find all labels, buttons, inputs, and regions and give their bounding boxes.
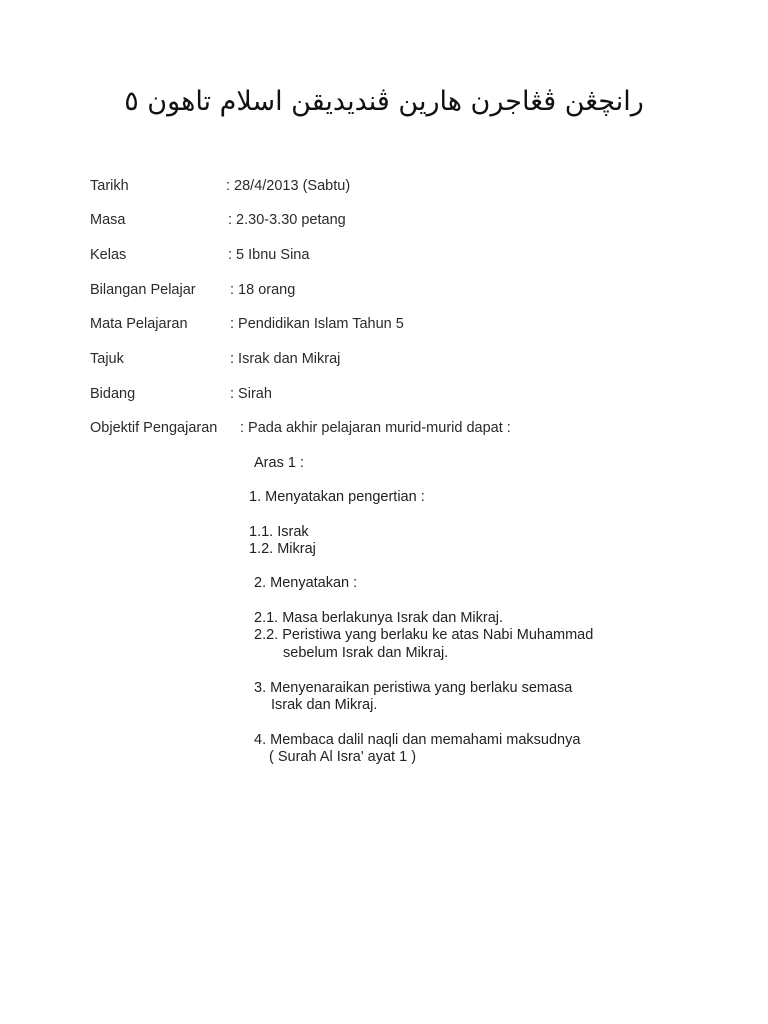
field-value: : 18 orang bbox=[230, 282, 296, 298]
field-value: : Sirah bbox=[230, 386, 272, 402]
objective-subitem: 2.2. Peristiwa yang berlaku ke atas Nabi Muhammad bbox=[254, 627, 594, 643]
field-row-masa bbox=[0, 210, 768, 230]
objective-subitem: 2.1. Masa berlakunya Israk dan Mikraj. bbox=[254, 610, 504, 626]
field-value: : Israk dan Mikraj bbox=[230, 351, 341, 367]
field-label: Objektif Pengajaran bbox=[90, 420, 218, 436]
field-row-kelas bbox=[0, 245, 768, 265]
field-label: Tajuk bbox=[90, 351, 124, 367]
field-value: : 28/4/2013 (Sabtu) bbox=[226, 178, 351, 194]
objective-item: 1. Menyatakan pengertian : bbox=[249, 489, 425, 505]
field-value: : 2.30-3.30 petang bbox=[228, 212, 346, 228]
field-label: Bidang bbox=[90, 386, 136, 402]
objective-item-continuation: Israk dan Mikraj. bbox=[271, 697, 378, 713]
field-row-mata-pelajaran bbox=[0, 314, 768, 334]
objective-item: 4. Membaca dalil naqli dan memahami maksudnya bbox=[254, 732, 581, 748]
objective-item: 2. Menyatakan : bbox=[254, 575, 358, 591]
field-value: : Pendidikan Islam Tahun 5 bbox=[230, 316, 404, 332]
field-label: Tarikh bbox=[90, 178, 129, 194]
field-row-objektif-pengajaran bbox=[0, 418, 768, 438]
field-label: Bilangan Pelajar bbox=[90, 282, 196, 298]
field-row-bilangan-pelajar bbox=[0, 280, 768, 300]
field-value: : Pada akhir pelajaran murid-murid dapat : bbox=[240, 420, 511, 436]
field-row-tarikh bbox=[0, 176, 768, 196]
page-title: رانچڠن ڤڠاجرن هارين ڤنديديقن اسلام تاهون ٥ bbox=[124, 86, 644, 117]
objective-subitem: 1.1. Israk bbox=[249, 524, 309, 540]
field-label: Mata Pelajaran bbox=[90, 316, 188, 332]
objective-item-continuation: ( Surah Al Isra' ayat 1 ) bbox=[269, 749, 417, 765]
field-label: Kelas bbox=[90, 247, 127, 263]
field-row-tajuk bbox=[0, 349, 768, 369]
field-row-bidang bbox=[0, 384, 768, 404]
field-label: Masa bbox=[90, 212, 126, 228]
objective-subitem-continuation: sebelum Israk dan Mikraj. bbox=[283, 645, 449, 661]
objective-item: 3. Menyenaraikan peristiwa yang berlaku semasa bbox=[254, 680, 573, 696]
field-value: : 5 Ibnu Sina bbox=[228, 247, 310, 263]
objective-subitem: 1.2. Mikraj bbox=[249, 541, 316, 557]
objective-level-heading: Aras 1 : bbox=[254, 455, 304, 471]
